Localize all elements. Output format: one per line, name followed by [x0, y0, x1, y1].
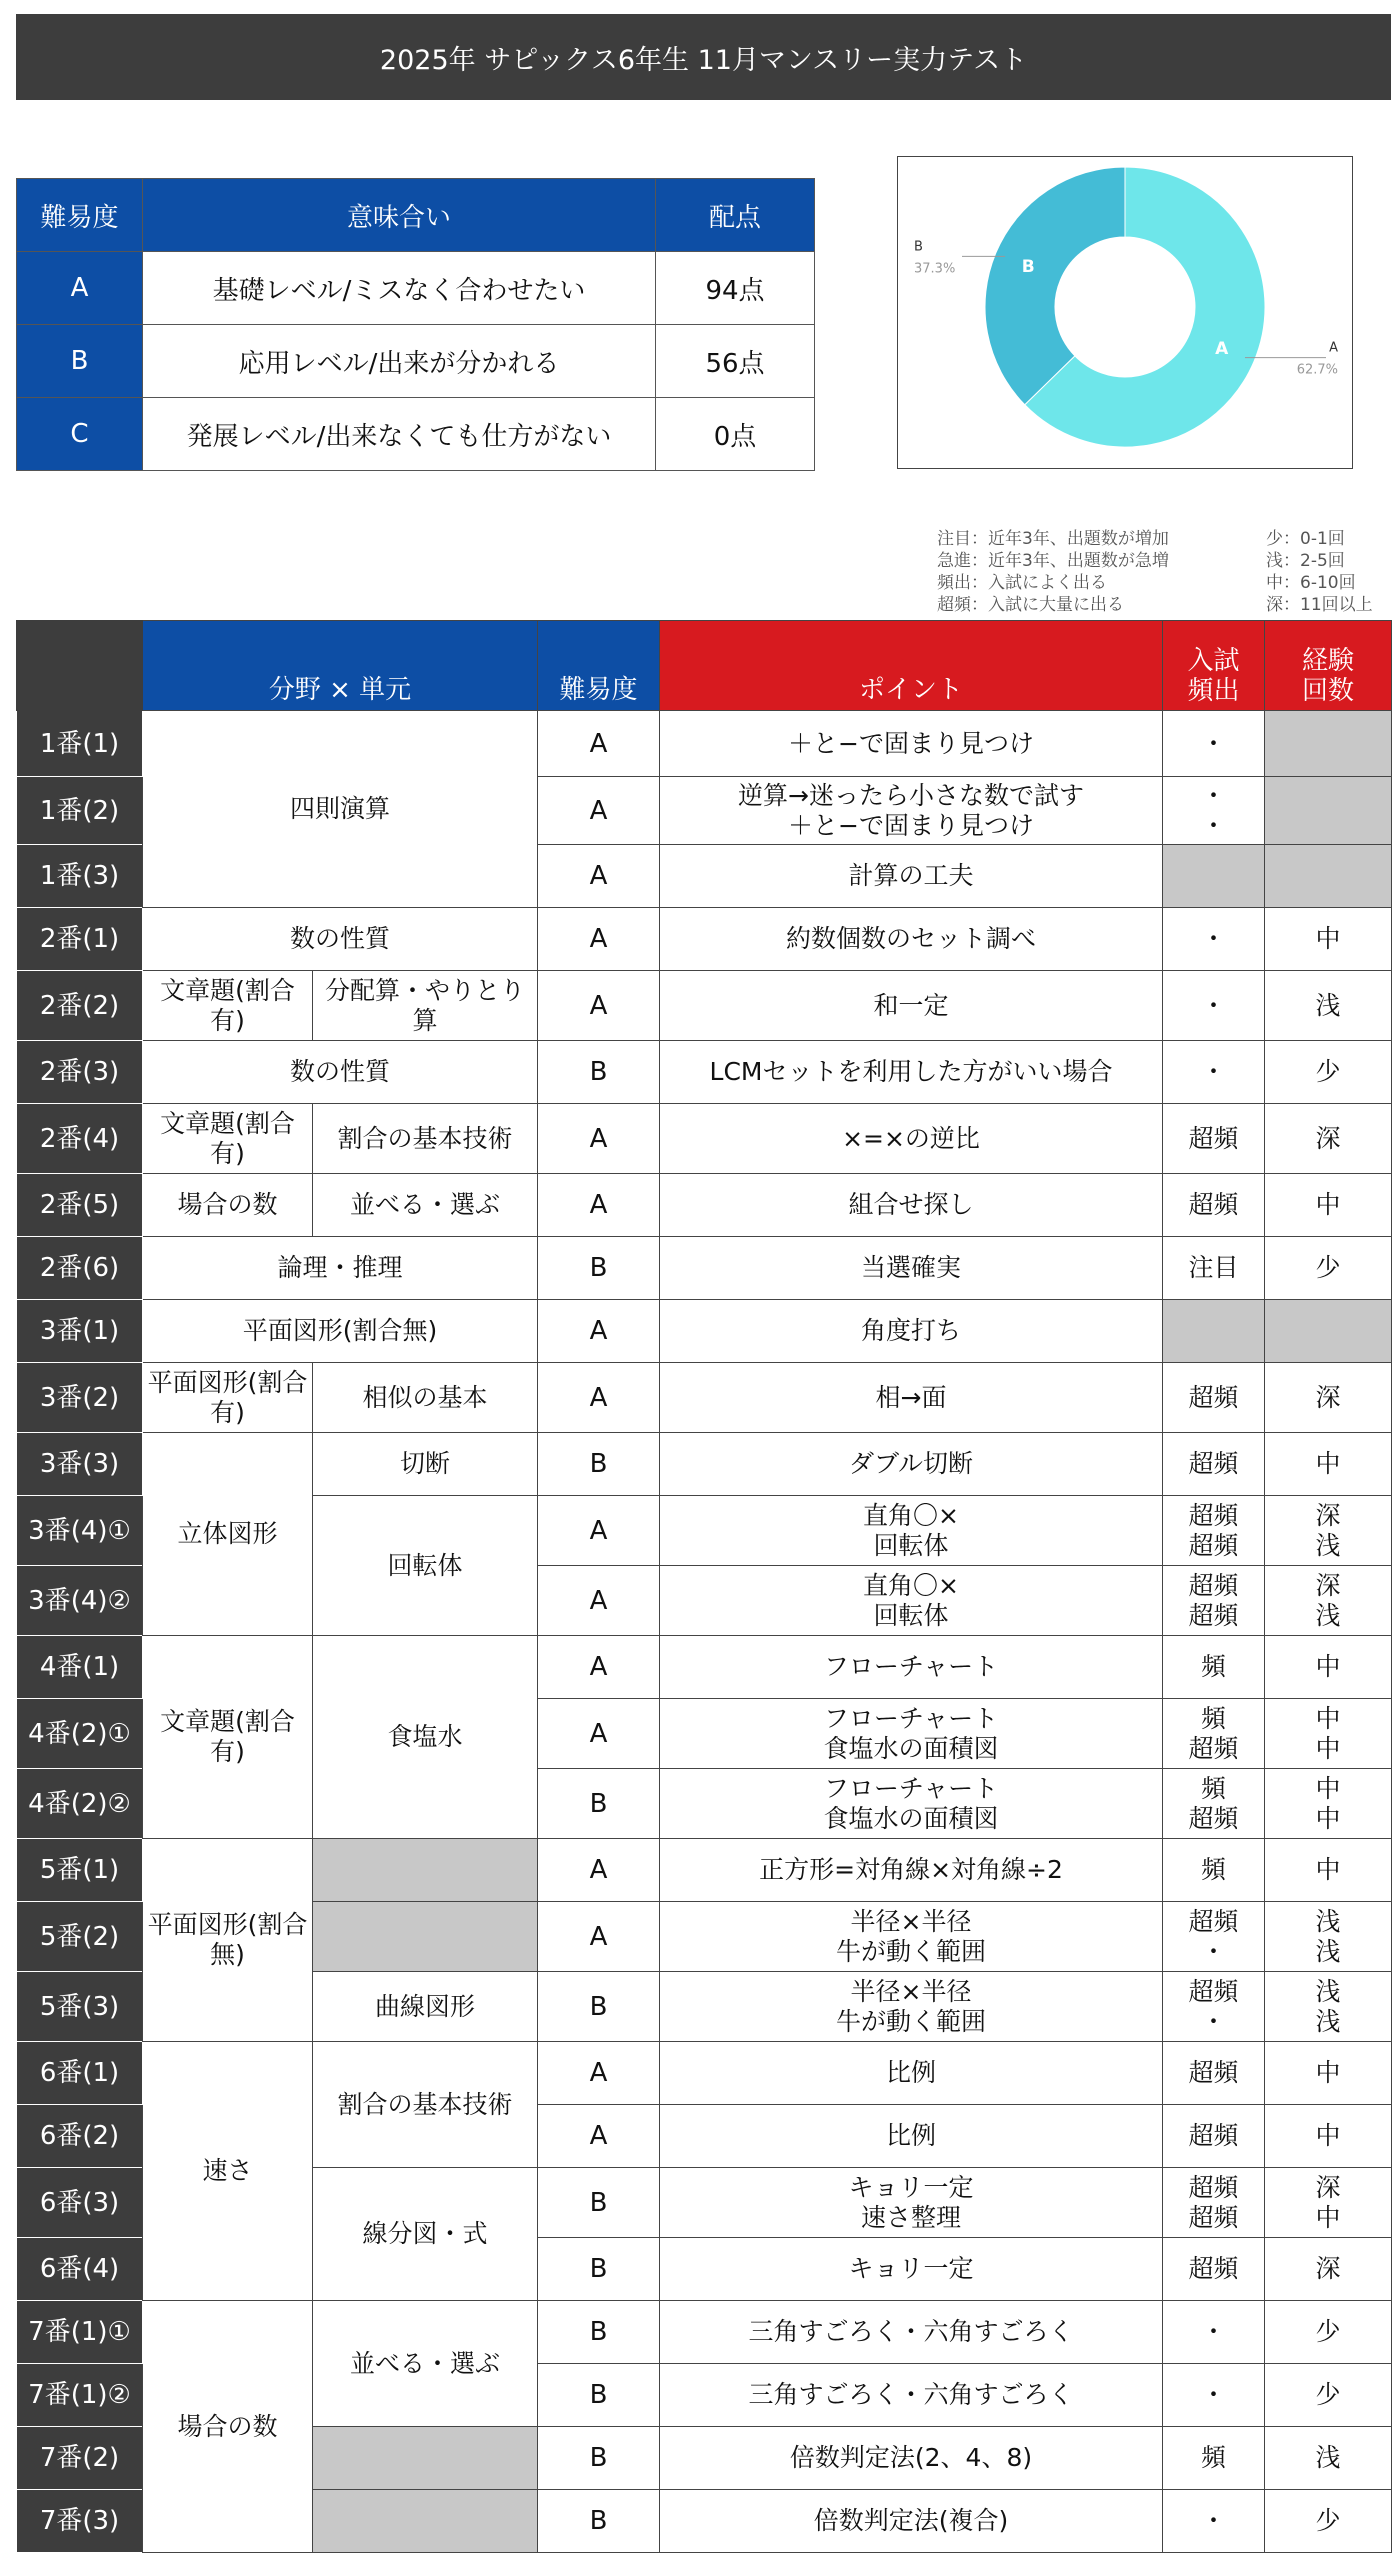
difficulty-cell: A	[538, 1363, 660, 1433]
question-label: 6番(4)	[17, 2238, 143, 2301]
field-cell: 曲線図形	[313, 1972, 538, 2042]
point-cell: 当選確実	[660, 1237, 1163, 1300]
donut-callout-percent: 62.7%	[1296, 362, 1338, 378]
freq-cell: 超頻 超頻	[1163, 2168, 1265, 2238]
difficulty-cell: B	[538, 1972, 660, 2042]
freq-cell: ・	[1163, 971, 1265, 1041]
exp-cell: 中	[1265, 1174, 1392, 1237]
exp-cell: 中 中	[1265, 1769, 1392, 1839]
field-cell: 場合の数	[143, 1174, 313, 1237]
legend-header-points: 配点	[656, 179, 815, 252]
legend-meaning: 応用レベル/出来が分かれる	[143, 325, 656, 398]
legend-level: A	[17, 252, 143, 325]
question-label: 7番(3)	[17, 2490, 143, 2553]
freq-cell: 頻	[1163, 1839, 1265, 1902]
point-cell: 半径×半径 牛が動く範囲	[660, 1902, 1163, 1972]
header-exp: 経験 回数	[1265, 621, 1392, 711]
question-label: 3番(2)	[17, 1363, 143, 1433]
exp-cell: 深 浅	[1265, 1566, 1392, 1636]
header-point: ポイント	[660, 621, 1163, 711]
donut-svg	[898, 157, 1352, 468]
freq-cell: 超頻 超頻	[1163, 1496, 1265, 1566]
question-label: 2番(6)	[17, 1237, 143, 1300]
exp-cell	[1265, 777, 1392, 845]
exp-cell: 深 浅	[1265, 1496, 1392, 1566]
table-row	[17, 2042, 1392, 2105]
note-line: 中：6-10回	[1266, 573, 1356, 593]
point-cell: 三角すごろく・六角すごろく	[660, 2364, 1163, 2427]
field-cell: 回転体	[313, 1496, 538, 1636]
donut-callout-category: B	[914, 239, 923, 255]
field-cell: 線分図・式	[313, 2168, 538, 2301]
difficulty-cell: A	[538, 1566, 660, 1636]
field-cell: 数の性質	[143, 1041, 538, 1104]
freq-cell: 超頻	[1163, 2042, 1265, 2105]
question-label: 6番(3)	[17, 2168, 143, 2238]
field-cell: 並べる・選ぶ	[313, 1174, 538, 1237]
question-label: 1番(3)	[17, 845, 143, 908]
point-cell: 比例	[660, 2042, 1163, 2105]
exp-cell	[1265, 711, 1392, 777]
exp-cell: 少	[1265, 1041, 1392, 1104]
empty-unit-cell	[313, 1839, 538, 1902]
difficulty-cell: B	[538, 2238, 660, 2301]
table-row	[17, 1839, 1392, 1902]
note-line: 急進：近年3年、出題数が急増	[937, 551, 1169, 571]
empty-unit-cell	[313, 2490, 538, 2553]
freq-cell: 頻 超頻	[1163, 1769, 1265, 1839]
difficulty-cell: A	[538, 845, 660, 908]
question-label: 2番(3)	[17, 1041, 143, 1104]
difficulty-cell: A	[538, 2042, 660, 2105]
question-label: 5番(1)	[17, 1839, 143, 1902]
exp-cell: 少	[1265, 1237, 1392, 1300]
legend-header-level: 難易度	[17, 179, 143, 252]
point-cell: 倍数判定法(複合)	[660, 2490, 1163, 2553]
empty-unit-cell	[313, 1902, 538, 1972]
freq-cell: ・	[1163, 2301, 1265, 2364]
difficulty-cell: A	[538, 1300, 660, 1363]
exp-cell	[1265, 845, 1392, 908]
freq-cell	[1163, 1300, 1265, 1363]
freq-cell: 頻	[1163, 2427, 1265, 2490]
difficulty-cell: A	[538, 711, 660, 777]
question-label: 7番(2)	[17, 2427, 143, 2490]
field-cell: 割合の基本技術	[313, 1104, 538, 1174]
difficulty-legend-table	[16, 178, 815, 471]
field-cell: 平面図形(割合無)	[143, 1839, 313, 2042]
point-cell: 正方形=対角線×対角線÷2	[660, 1839, 1163, 1902]
table-row	[17, 2301, 1392, 2364]
exp-cell: 深 中	[1265, 2168, 1392, 2238]
exp-cell: 少	[1265, 2301, 1392, 2364]
donut-slice-B	[985, 167, 1125, 405]
table-row	[17, 971, 1392, 1041]
exp-cell: 中	[1265, 908, 1392, 971]
freq-cell: 頻 超頻	[1163, 1699, 1265, 1769]
difficulty-cell: B	[538, 1237, 660, 1300]
legend-level: C	[17, 398, 143, 471]
point-cell: 直角〇× 回転体	[660, 1566, 1163, 1636]
table-row	[17, 1174, 1392, 1237]
point-cell: フローチャート 食塩水の面積図	[660, 1769, 1163, 1839]
point-cell: キョリ一定	[660, 2238, 1163, 2301]
difficulty-cell: A	[538, 1902, 660, 1972]
freq-cell	[1163, 845, 1265, 908]
analysis-table	[16, 620, 1392, 2553]
point-cell: 相→面	[660, 1363, 1163, 1433]
freq-cell: 超頻	[1163, 2238, 1265, 2301]
donut-callout-percent: 37.3%	[914, 261, 956, 277]
table-row	[17, 1237, 1392, 1300]
point-cell: フローチャート 食塩水の面積図	[660, 1699, 1163, 1769]
table-row	[17, 1300, 1392, 1363]
point-cell: 比例	[660, 2105, 1163, 2168]
question-label: 6番(2)	[17, 2105, 143, 2168]
freq-cell: 超頻	[1163, 1174, 1265, 1237]
freq-cell: 超頻 ・	[1163, 1902, 1265, 1972]
legend-meaning: 発展レベル/出来なくても仕方がない	[143, 398, 656, 471]
point-cell: キョリ一定 速さ整理	[660, 2168, 1163, 2238]
table-row	[17, 1104, 1392, 1174]
header-difficulty: 難易度	[538, 621, 660, 711]
legend-points: 0点	[656, 398, 815, 471]
exp-cell: 少	[1265, 2490, 1392, 2553]
note-line: 頻出：入試によく出る	[937, 573, 1107, 593]
difficulty-cell: A	[538, 2105, 660, 2168]
field-cell: 相似の基本	[313, 1363, 538, 1433]
difficulty-cell: B	[538, 1433, 660, 1496]
freq-cell: 頻	[1163, 1636, 1265, 1699]
table-row	[17, 711, 1392, 777]
exp-cell: 深	[1265, 1363, 1392, 1433]
question-label: 2番(5)	[17, 1174, 143, 1237]
header-freq: 入試 頻出	[1163, 621, 1265, 711]
difficulty-cell: A	[538, 1174, 660, 1237]
exp-cell: 浅 浅	[1265, 1902, 1392, 1972]
freq-cell: 超頻 超頻	[1163, 1566, 1265, 1636]
table-row	[17, 1636, 1392, 1699]
point-cell: 逆算→迷ったら小さな数で試す ＋と−で固まり見つけ	[660, 777, 1163, 845]
note-line: 少：0-1回	[1266, 529, 1345, 549]
difficulty-cell: A	[538, 1699, 660, 1769]
empty-unit-cell	[313, 2427, 538, 2490]
exp-cell: 浅	[1265, 971, 1392, 1041]
freq-cell: 注目	[1163, 1237, 1265, 1300]
table-row	[17, 1433, 1392, 1496]
question-label: 4番(2)②	[17, 1769, 143, 1839]
question-label: 1番(1)	[17, 711, 143, 777]
exp-cell: 深	[1265, 1104, 1392, 1174]
freq-cell: 超頻	[1163, 1433, 1265, 1496]
question-label: 5番(3)	[17, 1972, 143, 2042]
exp-cell: 浅 浅	[1265, 1972, 1392, 2042]
exp-cell	[1265, 1300, 1392, 1363]
difficulty-cell: B	[538, 2427, 660, 2490]
difficulty-cell: A	[538, 1839, 660, 1902]
exp-cell: 中	[1265, 1839, 1392, 1902]
exp-cell: 中	[1265, 2105, 1392, 2168]
field-cell: 立体図形	[143, 1433, 313, 1636]
page-title: 2025年 サピックス6年生 11月マンスリー実力テスト	[379, 44, 1028, 76]
note-line: 深：11回以上	[1266, 595, 1373, 615]
freq-cell: ・	[1163, 711, 1265, 777]
freq-cell: ・	[1163, 908, 1265, 971]
field-cell: 分配算・やりとり算	[313, 971, 538, 1041]
difficulty-cell: B	[538, 2301, 660, 2364]
freq-cell: ・	[1163, 2490, 1265, 2553]
donut-callout-category: A	[1329, 340, 1338, 356]
question-label: 2番(2)	[17, 971, 143, 1041]
table-row	[17, 1363, 1392, 1433]
freq-cell: 超頻	[1163, 1104, 1265, 1174]
point-cell: 倍数判定法(2、4、8)	[660, 2427, 1163, 2490]
field-cell: 割合の基本技術	[313, 2042, 538, 2168]
freq-cell: ・ ・	[1163, 777, 1265, 845]
field-cell: 文章題(割合有)	[143, 1104, 313, 1174]
exp-cell: 中	[1265, 1433, 1392, 1496]
difficulty-cell: A	[538, 777, 660, 845]
note-line: 浅：2-5回	[1266, 551, 1345, 571]
point-cell: フローチャート	[660, 1636, 1163, 1699]
question-label: 2番(1)	[17, 908, 143, 971]
question-label: 3番(3)	[17, 1433, 143, 1496]
point-cell: 直角〇× 回転体	[660, 1496, 1163, 1566]
difficulty-cell: B	[538, 1041, 660, 1104]
field-cell: 文章題(割合有)	[143, 1636, 313, 1839]
point-cell: 三角すごろく・六角すごろく	[660, 2301, 1163, 2364]
difficulty-cell: A	[538, 908, 660, 971]
donut-slice-label: B	[1021, 257, 1035, 278]
note-line: 注目：近年3年、出題数が増加	[937, 529, 1169, 549]
difficulty-cell: A	[538, 1496, 660, 1566]
table-row	[17, 908, 1392, 971]
table-row	[17, 1041, 1392, 1104]
freq-cell: 超頻 ・	[1163, 1972, 1265, 2042]
notes-frequency	[937, 528, 1169, 616]
question-label: 2番(4)	[17, 1104, 143, 1174]
legend-meaning: 基礎レベル/ミスなく合わせたい	[143, 252, 656, 325]
exp-cell: 少	[1265, 2364, 1392, 2427]
point-cell: 和一定	[660, 971, 1163, 1041]
point-cell: 組合せ探し	[660, 1174, 1163, 1237]
freq-cell: 超頻	[1163, 1363, 1265, 1433]
field-cell: 切断	[313, 1433, 538, 1496]
point-cell: 計算の工夫	[660, 845, 1163, 908]
field-cell: 食塩水	[313, 1636, 538, 1839]
page-title-bar	[16, 14, 1391, 100]
donut-slice-label: A	[1215, 338, 1229, 359]
field-cell: 平面図形(割合無)	[143, 1300, 538, 1363]
header-corner	[17, 621, 143, 711]
difficulty-cell: B	[538, 2364, 660, 2427]
legend-level: B	[17, 325, 143, 398]
exp-cell: 中 中	[1265, 1699, 1392, 1769]
legend-header-meaning: 意味合い	[143, 179, 656, 252]
freq-cell: ・	[1163, 1041, 1265, 1104]
question-label: 5番(2)	[17, 1902, 143, 1972]
question-label: 6番(1)	[17, 2042, 143, 2105]
point-cell: ×=×の逆比	[660, 1104, 1163, 1174]
exp-cell: 中	[1265, 2042, 1392, 2105]
difficulty-cell: B	[538, 1769, 660, 1839]
field-cell: 並べる・選ぶ	[313, 2301, 538, 2427]
difficulty-cell: A	[538, 1104, 660, 1174]
freq-cell: 超頻	[1163, 2105, 1265, 2168]
notes-experience	[1266, 528, 1373, 616]
field-cell: 速さ	[143, 2042, 313, 2301]
question-label: 7番(1)①	[17, 2301, 143, 2364]
question-label: 3番(4)②	[17, 1566, 143, 1636]
difficulty-donut-chart	[897, 156, 1353, 469]
question-label: 4番(1)	[17, 1636, 143, 1699]
question-label: 1番(2)	[17, 777, 143, 845]
exp-cell: 中	[1265, 1636, 1392, 1699]
exp-cell: 深	[1265, 2238, 1392, 2301]
field-cell: 平面図形(割合有)	[143, 1363, 313, 1433]
question-label: 7番(1)②	[17, 2364, 143, 2427]
header-field: 分野 × 単元	[143, 621, 538, 711]
note-line: 超頻：入試に大量に出る	[937, 595, 1124, 615]
point-cell: LCMセットを利用した方がいい場合	[660, 1041, 1163, 1104]
field-cell: 文章題(割合有)	[143, 971, 313, 1041]
field-cell: 論理・推理	[143, 1237, 538, 1300]
difficulty-cell: A	[538, 1636, 660, 1699]
question-label: 4番(2)①	[17, 1699, 143, 1769]
point-cell: 半径×半径 牛が動く範囲	[660, 1972, 1163, 2042]
difficulty-cell: B	[538, 2168, 660, 2238]
question-label: 3番(1)	[17, 1300, 143, 1363]
legend-points: 56点	[656, 325, 815, 398]
field-cell: 数の性質	[143, 908, 538, 971]
field-cell: 四則演算	[143, 711, 538, 908]
difficulty-cell: A	[538, 971, 660, 1041]
difficulty-cell: B	[538, 2490, 660, 2553]
legend-points: 94点	[656, 252, 815, 325]
point-cell: 約数個数のセット調べ	[660, 908, 1163, 971]
exp-cell: 浅	[1265, 2427, 1392, 2490]
freq-cell: ・	[1163, 2364, 1265, 2427]
point-cell: ダブル切断	[660, 1433, 1163, 1496]
point-cell: ＋と−で固まり見つけ	[660, 711, 1163, 777]
question-label: 3番(4)①	[17, 1496, 143, 1566]
field-cell: 場合の数	[143, 2301, 313, 2553]
point-cell: 角度打ち	[660, 1300, 1163, 1363]
